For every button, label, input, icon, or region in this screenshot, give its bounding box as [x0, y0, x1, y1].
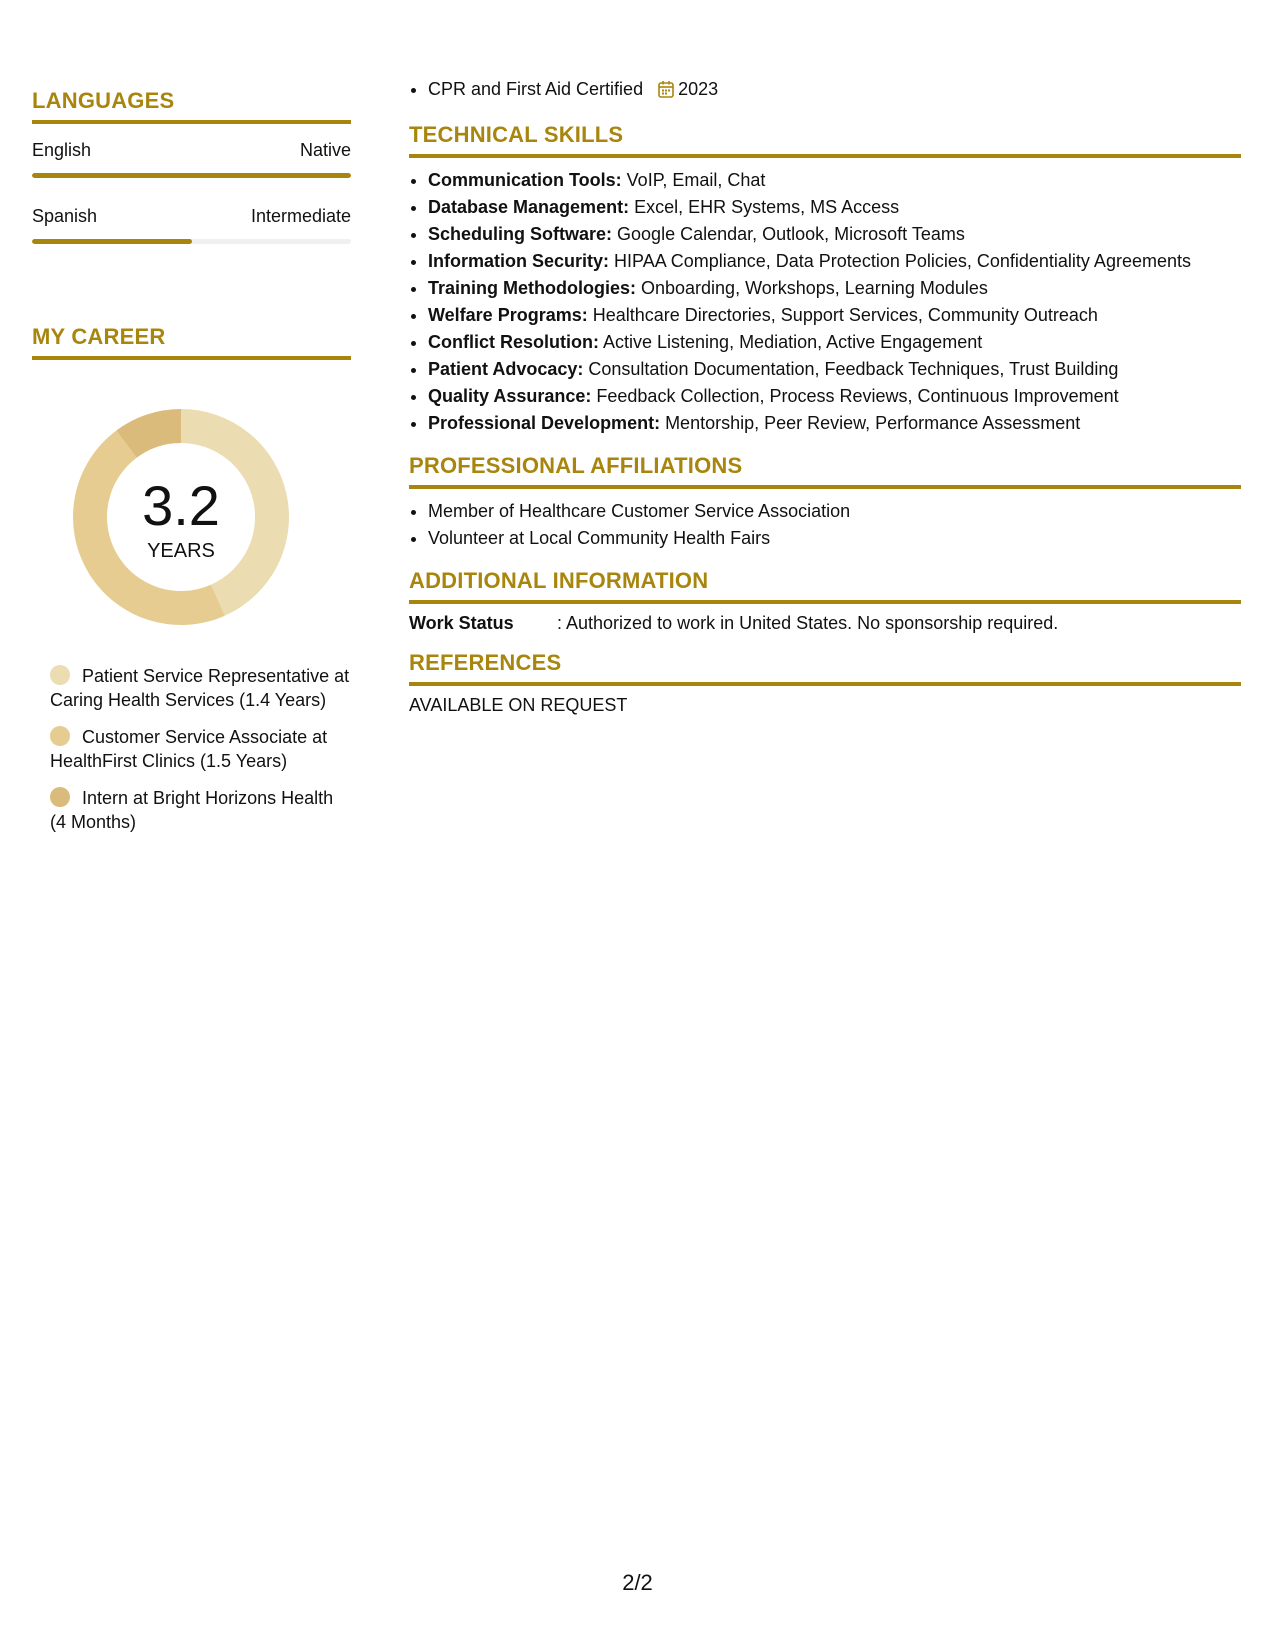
career-section [32, 324, 351, 834]
skill-name: Training Methodologies: [428, 278, 636, 298]
skill-name: Scheduling Software: [428, 224, 613, 244]
certification-item [428, 76, 1241, 106]
language-name: English [32, 140, 92, 160]
skill-value: Healthcare Directories, Support Services, Community Outreach [587, 305, 1098, 325]
career-legend-item [50, 786, 351, 834]
skill-item [428, 410, 1241, 437]
career-title: MY CAREER [32, 324, 351, 360]
skill-item [428, 329, 1241, 356]
references-section [409, 650, 1241, 716]
language-level-fill [32, 173, 351, 178]
skill-item [428, 221, 1241, 248]
affiliation-item: • Member of Healthcare Customer Service Association [428, 498, 1241, 525]
legend-label: Patient Service Representative at Caring Health Services (1.4 Years) [50, 666, 350, 710]
skill-value: Google Calendar, Outlook, Microsoft Teams [612, 224, 965, 244]
skill-name: Conflict Resolution: [428, 332, 599, 352]
affiliations-list [409, 498, 1241, 552]
career-donut-chart [66, 402, 296, 632]
language-name: Spanish [32, 206, 98, 226]
language-level-bar [32, 173, 351, 178]
skill-name: Welfare Programs: [428, 305, 588, 325]
language-item-spanish [32, 206, 351, 244]
skill-item [428, 302, 1241, 329]
work-status-value: : Authorized to work in United States. No sponsorship required. [557, 613, 1059, 633]
language-level-bar [32, 239, 351, 244]
career-total [66, 402, 296, 632]
skill-item [428, 167, 1241, 194]
skill-item [428, 383, 1241, 410]
calendar-icon [658, 79, 674, 106]
skill-name: Communication Tools: [428, 170, 622, 190]
right-column [409, 76, 1241, 716]
skill-value: Mentorship, Peer Review, Performance Assessment [660, 413, 1081, 433]
skill-name: Patient Advocacy: [428, 359, 584, 379]
career-legend-item [50, 664, 351, 712]
legend-dot [50, 787, 70, 807]
certification-list [409, 76, 1241, 106]
affiliations-title: PROFESSIONAL AFFILIATIONS [409, 453, 1241, 489]
skill-item [428, 248, 1241, 275]
skill-value: HIPAA Compliance, Data Protection Policies, Confidentiality Agreements [609, 251, 1191, 271]
page-number: 2/2 [622, 1570, 653, 1595]
legend-label: Customer Service Associate at HealthFirst Clinics (1.5 Years) [50, 727, 328, 771]
certification-text: CPR and First Aid Certified [428, 79, 644, 99]
skill-value: Onboarding, Workshops, Learning Modules [636, 278, 988, 298]
affiliations-section [409, 453, 1241, 552]
languages-title: LANGUAGES [32, 88, 351, 124]
skill-value: VoIP, Email, Chat [621, 170, 766, 190]
legend-dot [50, 665, 70, 685]
references-title: REFERENCES [409, 650, 1241, 686]
skill-name: Professional Development: [428, 413, 661, 433]
career-legend [50, 664, 351, 834]
left-column [32, 88, 351, 847]
certification-year: 2023 [678, 79, 719, 99]
affiliation-item: • Volunteer at Local Community Health Fairs [428, 525, 1241, 552]
language-level: Intermediate [250, 206, 351, 226]
skill-name: Information Security: [428, 251, 610, 271]
career-total-value: 3.2 [142, 474, 220, 537]
skill-value: Consultation Documentation, Feedback Techniques, Trust Building [583, 359, 1119, 379]
additional-info-section [409, 568, 1241, 634]
languages-section [32, 88, 351, 244]
technical-skills-list [409, 167, 1241, 437]
technical-skills-title: TECHNICAL SKILLS [409, 122, 1241, 158]
skill-value: Active Listening, Mediation, Active Engagement [598, 332, 983, 352]
skill-item [428, 356, 1241, 383]
additional-info-title: ADDITIONAL INFORMATION [409, 568, 1241, 604]
skill-value: Excel, EHR Systems, MS Access [629, 197, 900, 217]
skill-name: Quality Assurance: [428, 386, 592, 406]
language-level-fill [32, 239, 192, 244]
language-item-english [32, 140, 351, 178]
skill-item [428, 275, 1241, 302]
skill-value: Feedback Collection, Process Reviews, Continuous Improvement [591, 386, 1119, 406]
career-legend-item [50, 725, 351, 773]
references-text: AVAILABLE ON REQUEST [409, 695, 628, 715]
career-total-unit: YEARS [147, 540, 215, 562]
legend-label: Intern at Bright Horizons Health (4 Months) [50, 788, 334, 832]
skill-name: Database Management: [428, 197, 630, 217]
work-status-label: Work Status [409, 613, 514, 633]
technical-skills-section [409, 122, 1241, 437]
legend-dot [50, 726, 70, 746]
skill-item [428, 194, 1241, 221]
work-status-row [409, 613, 1241, 634]
language-level: Native [299, 140, 351, 160]
